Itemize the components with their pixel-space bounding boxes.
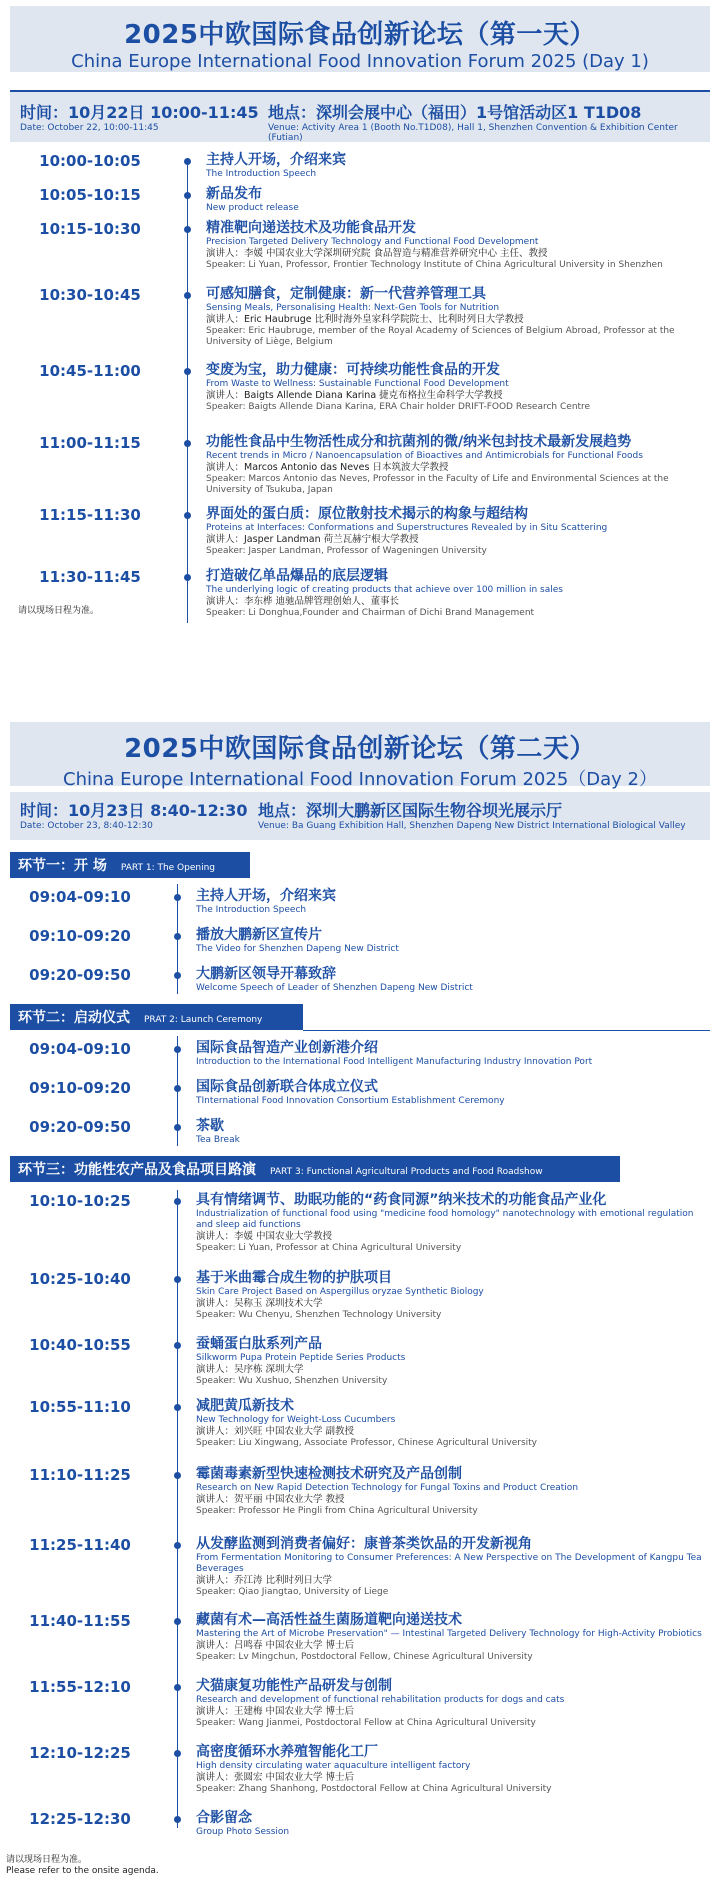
agenda-content xyxy=(196,927,710,955)
agenda-title-cn: 可感知膳食，定制健康：新一代营养管理工具 xyxy=(206,286,486,302)
timeline-dot xyxy=(174,933,181,940)
timeline-dot xyxy=(184,158,191,165)
agenda-content xyxy=(196,1336,710,1387)
section-1-bar xyxy=(10,852,250,878)
speaker-cn: 演讲人：乔江涛 比利时列日大学 xyxy=(196,1575,333,1586)
timeline-dot xyxy=(174,1046,181,1053)
speaker-en: Speaker: Liu Xingwang, Associate Professor, Chinese Agricultural University xyxy=(196,1438,537,1448)
agenda-content xyxy=(196,1744,710,1795)
day2-title-en: China Europe International Food Innovation Forum 2025（Day 2） xyxy=(63,769,657,790)
agenda-title-en: High density circulating water aquaculture intelligent factory xyxy=(196,1761,471,1771)
speaker-en: Speaker: Wu Chenyu, Shenzhen Technology University xyxy=(196,1310,442,1320)
speaker-en: Speaker: Wu Xushuo, Shenzhen University xyxy=(196,1376,388,1386)
timeline-dot xyxy=(174,1618,181,1625)
section-3-timeline xyxy=(177,1190,178,1828)
agenda-title-en: Proteins at Interfaces: Conformations and Superstructures Revealed by in Situ Scattering xyxy=(206,523,608,533)
agenda-title-en: The Video for Shenzhen Dapeng New District xyxy=(196,944,399,954)
agenda-time: 11:40-11:55 xyxy=(29,1612,131,1630)
day1-date-en: Date: October 22, 10:00-11:45 xyxy=(20,123,159,133)
agenda-title-en: The underlying logic of creating products that achieve over 100 million in sales xyxy=(206,585,563,595)
agenda-content xyxy=(196,1612,710,1663)
agenda-title-cn: 犬猫康复功能性产品研发与创制 xyxy=(196,1678,392,1694)
agenda-title-cn: 精准靶向递送技术及功能食品开发 xyxy=(206,220,416,236)
section-2-label-cn: 环节二：启动仪式 xyxy=(18,1010,130,1026)
timeline-dot xyxy=(184,368,191,375)
agenda-time: 10:45-11:00 xyxy=(39,362,141,380)
speaker-en: Speaker: Zhang Shanhong, Postdoctoral Fellow at China Agricultural University xyxy=(196,1784,552,1794)
timeline-dot xyxy=(184,512,191,519)
agenda-title-cn: 减肥黄瓜新技术 xyxy=(196,1398,294,1414)
section-3-label-en: PART 3: Functional Agricultural Products and Food Roadshow xyxy=(270,1167,543,1177)
agenda-title-en: Tea Break xyxy=(196,1135,240,1145)
agenda-content xyxy=(196,1678,710,1729)
agenda-title-cn: 国际食品创新联合体成立仪式 xyxy=(196,1079,378,1095)
agenda-title-en: The Introduction Speech xyxy=(206,169,317,179)
timeline-dot xyxy=(174,1085,181,1092)
agenda-content xyxy=(206,152,710,180)
agenda-content xyxy=(196,1398,710,1449)
speaker-cn: 演讲人：李媛 中国农业大学深圳研究院 食品智造与精准营养研究中心 主任、教授 xyxy=(206,248,548,259)
speaker-en: Speaker: Baigts Allende Diana Karina, ERA Chair holder DRIFT-FOOD Research Centre xyxy=(206,402,591,412)
agenda-title-cn: 基于米曲霉合成生物的护肤项目 xyxy=(196,1270,392,1286)
agenda-time: 09:04-09:10 xyxy=(29,888,131,906)
speaker-en: Speaker: Qiao Jiangtao, University of Liege xyxy=(196,1587,389,1597)
timeline-dot xyxy=(174,1198,181,1205)
agenda-content xyxy=(196,1040,710,1068)
day2-info-bar xyxy=(10,792,710,840)
day2-title-band xyxy=(10,722,710,790)
agenda-title-en: Sensing Meals, Personalising Health: Next-Gen Tools for Nutrition xyxy=(206,303,500,313)
agenda-title-en: New product release xyxy=(206,203,299,213)
speaker-cn: 演讲人：吕鸣春 中国农业大学 博士后 xyxy=(196,1640,355,1651)
agenda-title-cn: 从发酵监测到消费者偏好：康普茶类饮品的开发新视角 xyxy=(196,1536,532,1552)
agenda-time: 09:04-09:10 xyxy=(29,1040,131,1058)
agenda-content xyxy=(206,286,710,348)
agenda-title-cn: 高密度循环水养殖智能化工厂 xyxy=(196,1744,378,1760)
timeline-dot xyxy=(174,972,181,979)
agenda-title-cn: 大鹏新区领导开幕致辞 xyxy=(196,966,336,982)
speaker-en: Speaker: Lv Mingchun, Postdoctoral Fellow, Chinese Agricultural University xyxy=(196,1652,533,1662)
section-2-divider xyxy=(303,1030,710,1031)
timeline-dot xyxy=(184,226,191,233)
timeline-dot xyxy=(174,1124,181,1131)
day1-note: 请以现场日程为准。 xyxy=(18,606,100,616)
agenda-title-en: TInternational Food Innovation Consortium Establishment Ceremony xyxy=(196,1096,505,1106)
agenda-time: 09:20-09:50 xyxy=(29,1118,131,1136)
speaker-cn: 演讲人：Baigts Allende Diana Karina 捷克布格拉生命科学大学教授 xyxy=(206,390,503,401)
agenda-title-en: Introduction to the International Food Intelligent Manufacturing Industry Innovation Port xyxy=(196,1057,593,1067)
agenda-title-cn: 具有情绪调节、助眠功能的“药食同源”纳米技术的功能食品产业化 xyxy=(196,1192,607,1208)
timeline-dot xyxy=(174,1472,181,1479)
agenda-title-en: Recent trends in Micro / Nanoencapsulation of Bioactives and Antimicrobials for Functional Foods xyxy=(206,451,643,461)
agenda-time: 10:55-11:10 xyxy=(29,1398,131,1416)
agenda-content xyxy=(196,966,710,994)
speaker-cn: 演讲人：李媛 中国农业大学教授 xyxy=(196,1231,333,1242)
agenda-time: 10:10-10:25 xyxy=(29,1192,131,1210)
timeline-dot xyxy=(174,1684,181,1691)
speaker-en: Speaker: Li Yuan, Professor at China Agricultural University xyxy=(196,1243,462,1253)
day1-title-cn: 2025中欧国际食品创新论坛（第一天） xyxy=(124,20,596,50)
agenda-title-en: Research and development of functional rehabilitation products for dogs and cats xyxy=(196,1695,565,1705)
agenda-title-cn: 主持人开场，介绍来宾 xyxy=(196,888,336,904)
timeline-dot xyxy=(184,440,191,447)
section-3-bar xyxy=(10,1156,620,1182)
timeline-dot xyxy=(174,1342,181,1349)
agenda-content xyxy=(196,1270,710,1321)
agenda-content xyxy=(196,1192,710,1254)
agenda-title-en: Mastering the Art of Microbe Preservation" — Intestinal Targeted Delivery Technology for High-Activity Probiotics xyxy=(196,1629,702,1639)
agenda-title-cn: 打造破亿单品爆品的底层逻辑 xyxy=(206,568,388,584)
agenda-title-cn: 霉菌毒素新型快速检测技术研究及产品创制 xyxy=(196,1466,462,1482)
agenda-title-cn: 藏菌有术—高活性益生菌肠道靶向递送技术 xyxy=(196,1612,462,1628)
day1-location: 地点：深圳会展中心（福田）1号馆活动区1 T1D08 xyxy=(268,103,642,122)
agenda-time: 10:40-10:55 xyxy=(29,1336,131,1354)
section-1-label-en: PART 1: The Opening xyxy=(120,863,216,873)
day1-time: 时间：10月22日 10:00-11:45 xyxy=(20,103,259,122)
agenda-content xyxy=(196,1536,710,1598)
timeline-dot xyxy=(184,192,191,199)
agenda-title-cn: 播放大鹏新区宣传片 xyxy=(196,927,322,943)
day2-note-en: Please refer to the onsite agenda. xyxy=(6,1866,159,1876)
timeline-dot xyxy=(174,1542,181,1549)
day2-note-cn: 请以现场日程为准。 xyxy=(6,1855,88,1865)
day1-venue-en: Venue: Activity Area 1 (Booth No.T1D08), Hall 1, Shenzhen Convention & Exhibition Center (Futian) xyxy=(268,123,678,143)
agenda-title-en: Industrialization of functional food using "medicine food homology" nanotechnology with emotional regulation and sleep aid functions xyxy=(196,1209,694,1230)
agenda-title-cn: 茶歇 xyxy=(196,1118,224,1134)
speaker-en: Speaker: Li Yuan, Professor, Frontier Technology Institute of China Agricultural University in Shenzhen xyxy=(206,260,663,270)
day2-venue-en: Venue: Ba Guang Exhibition Hall, Shenzhen Dapeng New District International Biological Valley xyxy=(258,821,686,831)
day2-location: 地点：深圳大鹏新区国际生物谷坝光展示厅 xyxy=(258,801,563,820)
timeline-dot xyxy=(184,574,191,581)
agenda-title-cn: 功能性食品中生物活性成分和抗菌剂的微/纳米包封技术最新发展趋势 xyxy=(206,434,632,450)
day1-info-bar xyxy=(10,90,710,142)
agenda-time: 10:30-10:45 xyxy=(39,286,141,304)
speaker-en: Speaker: Marcos Antonio das Neves, Professor in the Faculty of Life and Environmental Sciences at the University of Tsukuba, Japan xyxy=(206,474,669,495)
speaker-cn: 演讲人：刘兴旺 中国农业大学 副教授 xyxy=(196,1426,355,1437)
agenda-time: 11:15-11:30 xyxy=(39,506,141,524)
section-2-label-en: PRAT 2: Launch Ceremony xyxy=(144,1015,263,1025)
speaker-en: Speaker: Wang Jianmei, Postdoctoral Fellow at China Agricultural University xyxy=(196,1718,536,1728)
section-2-bar xyxy=(10,1004,303,1030)
agenda-title-en: Skin Care Project Based on Aspergillus oryzae Synthetic Biology xyxy=(196,1287,484,1297)
agenda-title-cn: 新品发布 xyxy=(206,186,262,202)
section-3-label-cn: 环节三：功能性农产品及食品项目路演 xyxy=(18,1162,256,1178)
speaker-cn: 演讲人：Eric Haubruge 比利时海外皇家科学院院士、比利时列日大学教授 xyxy=(206,314,524,325)
agenda-title-en: New Technology for Weight-Loss Cucumbers xyxy=(196,1415,396,1425)
agenda-time: 11:30-11:45 xyxy=(39,568,141,586)
timeline-dot xyxy=(184,292,191,299)
speaker-cn: 演讲人：李东桦 迪驰品牌管理创始人、董事长 xyxy=(206,596,400,607)
agenda-title-cn: 蚕蛹蛋白肽系列产品 xyxy=(196,1336,322,1352)
timeline-dot xyxy=(174,1750,181,1757)
agenda-content xyxy=(196,888,710,916)
section-1-label-cn: 环节一：开 场 xyxy=(18,858,107,874)
agenda-title-en: Research on New Rapid Detection Technology for Fungal Toxins and Product Creation xyxy=(196,1483,579,1493)
agenda-content xyxy=(206,186,710,214)
timeline-dot xyxy=(174,1276,181,1283)
agenda-time: 09:10-09:20 xyxy=(29,1079,131,1097)
agenda-content xyxy=(196,1079,710,1107)
day2-time: 时间：10月23日 8:40-12:30 xyxy=(20,801,248,820)
day1-title-band xyxy=(10,6,710,72)
agenda-content xyxy=(196,1466,710,1517)
agenda-content xyxy=(196,1810,710,1838)
timeline-dot xyxy=(174,1404,181,1411)
day2-date-en: Date: October 23, 8:40-12:30 xyxy=(20,821,153,831)
agenda-time: 12:25-12:30 xyxy=(29,1810,131,1828)
agenda-time: 11:25-11:40 xyxy=(29,1536,131,1554)
speaker-cn: 演讲人：吴称玉 深圳技术大学 xyxy=(196,1298,323,1309)
speaker-cn: 演讲人：张圆宏 中国农业大学 博士后 xyxy=(196,1772,355,1783)
agenda-time: 09:10-09:20 xyxy=(29,927,131,945)
agenda-title-en: Silkworm Pupa Protein Peptide Series Products xyxy=(196,1353,406,1363)
speaker-en: Speaker: Eric Haubruge, member of the Royal Academy of Sciences of Belgium Abroad, Professor at the University of Liège, Belgium xyxy=(206,326,675,347)
agenda-content xyxy=(206,362,710,413)
agenda-time: 12:10-12:25 xyxy=(29,1744,131,1762)
agenda-title-en: From Waste to Wellness: Sustainable Functional Food Development xyxy=(206,379,509,389)
agenda-time: 11:55-12:10 xyxy=(29,1678,131,1696)
agenda-time: 10:00-10:05 xyxy=(39,152,141,170)
agenda-title-cn: 主持人开场，介绍来宾 xyxy=(206,152,346,168)
day1-title-en: China Europe International Food Innovation Forum 2025 (Day 1) xyxy=(71,51,649,72)
agenda-time: 10:05-10:15 xyxy=(39,186,141,204)
agenda-time: 11:00-11:15 xyxy=(39,434,141,452)
agenda-title-en: Welcome Speech of Leader of Shenzhen Dapeng New District xyxy=(196,983,473,993)
agenda-time: 10:15-10:30 xyxy=(39,220,141,238)
agenda-title-en: Group Photo Session xyxy=(196,1827,290,1837)
agenda-title-cn: 国际食品智造产业创新港介绍 xyxy=(196,1040,378,1056)
speaker-en: Speaker: Professor He Pingli from China Agricultural University xyxy=(196,1506,478,1516)
agenda-time: 11:10-11:25 xyxy=(29,1466,131,1484)
agenda-title-cn: 变废为宝，助力健康：可持续功能性食品的开发 xyxy=(206,362,500,378)
agenda-content xyxy=(206,220,710,271)
speaker-cn: 演讲人：Jasper Landman 荷兰瓦赫宁根大学教授 xyxy=(206,534,419,545)
agenda-content xyxy=(206,434,710,496)
timeline-dot xyxy=(174,1816,181,1823)
agenda-content xyxy=(206,568,710,619)
agenda-title-en: From Fermentation Monitoring to Consumer Preferences: A New Perspective on The Development of Kangpu Tea Beverages xyxy=(196,1553,702,1574)
speaker-cn: 演讲人：Marcos Antonio das Neves 日本筑波大学教授 xyxy=(206,462,449,473)
speaker-cn: 演讲人：贺平丽 中国农业大学 教授 xyxy=(196,1494,345,1505)
agenda-title-cn: 界面处的蛋白质：原位散射技术揭示的构象与超结构 xyxy=(206,506,528,522)
agenda-time: 10:25-10:40 xyxy=(29,1270,131,1288)
day2-title-cn: 2025中欧国际食品创新论坛（第二天） xyxy=(124,734,596,764)
agenda-content xyxy=(196,1118,710,1146)
speaker-cn: 演讲人：王建梅 中国农业大学 博士后 xyxy=(196,1706,355,1717)
agenda-content xyxy=(206,506,710,557)
agenda-time: 09:20-09:50 xyxy=(29,966,131,984)
agenda-title-cn: 合影留念 xyxy=(196,1810,252,1826)
speaker-cn: 演讲人：吴序栋 深圳大学 xyxy=(196,1364,304,1375)
agenda-title-en: Precision Targeted Delivery Technology and Functional Food Development xyxy=(206,237,539,247)
speaker-en: Speaker: Jasper Landman, Professor of Wageningen University xyxy=(206,546,487,556)
agenda-title-en: The Introduction Speech xyxy=(196,905,307,915)
speaker-en: Speaker: Li Donghua,Founder and Chairman of Dichi Brand Management xyxy=(206,608,535,618)
timeline-dot xyxy=(174,894,181,901)
